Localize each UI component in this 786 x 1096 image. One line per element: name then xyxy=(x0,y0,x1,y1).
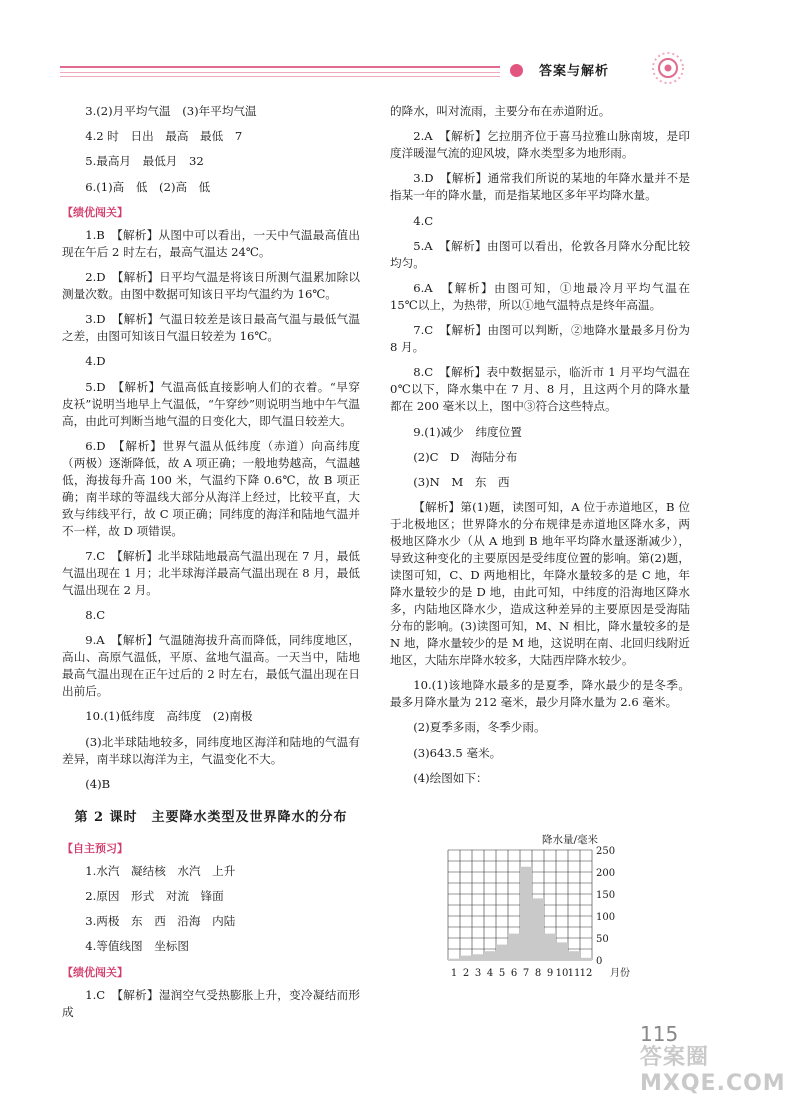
x-tick-label: 6 xyxy=(510,968,518,979)
y-tick-label: 0 xyxy=(596,956,603,967)
answer-paragraph: 6.D 【解析】世界气温从低纬度（赤道）向高纬度（两极）逐渐降低，故 A 项正确；一般地势越高，气温越低，海拔每升高 100 米，气温约下降 0.6℃，故 B 项正确；南半球的等温线大部分从海洋上经过，比较平直，大致与纬线平行，故 C 项正确；同纬度的海洋和陆地气温并不一样，故 D 项错误。 xyxy=(62,438,360,538)
page-header xyxy=(0,0,750,100)
answer-paragraph: 的降水，叫对流雨，主要分布在赤道附近。 xyxy=(390,104,611,118)
x-tick-label: 1 xyxy=(450,968,458,979)
answer-paragraph: 9.A 【解析】气温随海拔升高而降低，同纬度地区，高山、高原气温低，平原、盆地气温高。一天当中，陆地最高气温出现在正午过后的 2 时左右，最低气温出现在日出前后。 xyxy=(62,633,360,699)
answer-paragraph: 【解析】第(1)题，读图可知，A 位于赤道地区，B 位于北极地区；世界降水的分布规律是赤道地区降水多，两极地区降水少（从 A 地到 B 地年平均降水量逐渐减少），导致这种变化的主要原因是受纬度位置的影响。第(2)题，读图可知，C、D 两地相比，年降水量较多的是 C 地，年降水量较少的是 D 地，由此可知，中纬度的沿海地区降水多，内陆地区降水少，造成这种差异的主要原因是受海陆分布的影响。(3)读图可知，M、N 相比，降水量较多的是 N 地，降水量较少的是 M 地，这说明在南、北回归线附近地区，大陆东岸降水较多，大陆西岸降水较少。 xyxy=(390,500,690,668)
chart-bar xyxy=(460,956,472,960)
answer-paragraph: 5.A 【解析】由图可以看出，伦敦各月降水分配比较均匀。 xyxy=(390,238,690,270)
answer-line: 4.D xyxy=(85,354,106,369)
answer-paragraph: 3.D 【解析】通常我们所说的某地的年降水量并不是指某一年的降水量，而是指某地区多年平均降水量。 xyxy=(390,171,690,203)
answer-line: 8.C xyxy=(85,608,106,623)
sun-logo-icon xyxy=(648,48,688,88)
x-tick-label: 11 xyxy=(567,968,581,979)
chart-bar xyxy=(544,934,556,960)
answer-line: 4.C xyxy=(413,213,434,228)
y-tick-label: 100 xyxy=(596,912,616,923)
x-tick-label: 2 xyxy=(462,968,470,979)
answer-line: 2.原因 形式 对流 锋面 xyxy=(85,889,224,903)
answer-paragraph: (3)北半球陆地较多，同纬度地区海洋和陆地的气温有差异，南半球以海洋为主，气温变化不大。 xyxy=(62,734,360,766)
x-tick-label: 5 xyxy=(498,968,506,979)
answer-paragraph: 10.(1)该地降水最多的是夏季，降水最少的是冬季。最多月降水量为 212 毫米，最少月降水量为 2.6 毫米。 xyxy=(390,678,690,710)
chart-bar xyxy=(556,942,568,960)
answer-line: (3)N M 东 西 xyxy=(413,474,510,489)
x-tick-label: 3 xyxy=(474,968,482,979)
left-column xyxy=(62,103,360,1029)
chart-bar xyxy=(508,934,520,960)
answer-line: 5.最高月 最低月 32 xyxy=(85,154,204,169)
chart-yticks xyxy=(596,846,615,967)
chart-bar xyxy=(580,958,592,960)
answer-line: (4)B xyxy=(85,776,111,791)
x-tick-label: 12 xyxy=(579,968,593,979)
answer-line: 6.(1)高 低 (2)高 低 xyxy=(85,179,211,194)
answer-line: (4)绘图如下： xyxy=(413,770,488,785)
answer-line: 4.2 时 日出 最高 最低 7 xyxy=(85,129,243,144)
chart-bar xyxy=(520,867,532,960)
chart-ylabel: 降水量/毫米 xyxy=(541,834,599,846)
chart-bar xyxy=(496,945,508,960)
header-rule-thin xyxy=(60,72,500,73)
section-tag: 【绩优闯关】 xyxy=(62,965,128,979)
y-tick-label: 150 xyxy=(596,890,616,901)
answer-line: 10.(1)低纬度 高纬度 (2)南极 xyxy=(85,709,253,724)
answer-paragraph: 2.A 【解析】乞拉朋齐位于喜马拉雅山脉南坡，是印度洋暖湿气流的迎风坡，降水类型多为地形雨。 xyxy=(390,129,690,161)
answer-line: 9.(1)减少 纬度位置 xyxy=(413,424,522,439)
watermark: 答案圈 MXQE.COM xyxy=(640,1045,786,1096)
header-dot xyxy=(510,64,523,77)
chart-bars xyxy=(448,867,592,960)
answer-paragraph: 5.D 【解析】气温高低直接影响人们的衣着。“早穿皮袄”说明当地早上气温低，“午穿纱”则说明当地中午气温高，由此可判断当地气温的日变化大，即气温日较差大。 xyxy=(62,379,360,428)
answer-line: (2)C D 海陆分布 xyxy=(413,449,518,464)
answer-line: (3)643.5 毫米。 xyxy=(413,745,502,760)
header-title: 答案与解析 xyxy=(539,64,610,79)
chart-bar xyxy=(472,954,484,960)
answer-paragraph: 8.C 【解析】表中数据显示，临沂市 1 月平均气温在 0℃以下，降水集中在 7 月、8 月，且这两个月的降水量都在 200 毫米以上，图中③符合这些特点。 xyxy=(390,365,690,414)
answer-line: 1.水汽 凝结核 水汽 上升 xyxy=(85,863,236,878)
chart-bar xyxy=(484,951,496,960)
header-rule xyxy=(60,66,500,68)
section-tag: 【自主预习】 xyxy=(62,841,128,855)
header-rule-thin-2 xyxy=(60,76,500,77)
answer-line: (2)夏季多雨，冬季少雨。 xyxy=(413,720,546,735)
chart-xticks xyxy=(451,968,593,979)
y-tick-label: 250 xyxy=(596,846,616,857)
chart-bar xyxy=(568,951,580,960)
answer-paragraph: 6.A 【解析】由图可知，①地最冷月平均气温在 15℃以上，为热带，所以①地气温特点是终年高温。 xyxy=(390,280,690,312)
section-title: 第 2 课时 主要降水类型及世界降水的分布 xyxy=(74,809,348,825)
page-number: 115 xyxy=(640,1022,679,1046)
answer-paragraph: 7.C 【解析】北半球陆地最高气温出现在 7 月，最低气温出现在 1 月；北半球海洋最高气温出现在 8 月，最低气温出现在 2 月。 xyxy=(62,548,360,597)
answer-line: 4.等值线图 坐标图 xyxy=(85,939,189,954)
answer-paragraph: 3.D 【解析】气温日较差是该日最高气温与最低气温之差，由图可知该日气温日较差为 16℃。 xyxy=(62,312,360,344)
x-tick-label: 4 xyxy=(486,968,494,979)
x-tick-label: 7 xyxy=(522,968,530,979)
chart-bar xyxy=(532,898,544,960)
chart-xlabel: 月份 xyxy=(610,968,630,979)
right-column xyxy=(390,103,690,795)
chart-bar xyxy=(448,959,460,960)
answer-paragraph: 1.C 【解析】湿润空气受热膨胀上升，变冷凝结而形成 xyxy=(62,987,360,1019)
precipitation-chart xyxy=(430,832,670,982)
y-tick-label: 50 xyxy=(596,934,609,945)
x-tick-label: 8 xyxy=(534,968,542,979)
x-tick-label: 10 xyxy=(555,968,569,979)
y-tick-label: 200 xyxy=(596,868,616,879)
answer-line: 3.两极 东 西 沿海 内陆 xyxy=(85,914,236,929)
answer-paragraph: 1.B 【解析】从图中可以看出，一天中气温最高值出现在午后 2 时左右，最高气温达 24℃。 xyxy=(62,227,360,259)
answer-line: 3.(2)月平均气温 (3)年平均气温 xyxy=(85,104,257,118)
answer-paragraph: 2.D 【解析】日平均气温是将该日所测气温累加除以测量次数。由图中数据可知该日平均气温约为 16℃。 xyxy=(62,269,360,301)
x-tick-label: 9 xyxy=(546,968,554,979)
section-tag: 【绩优闯关】 xyxy=(62,205,128,219)
answer-paragraph: 7.C 【解析】由图可以判断，②地降水量最多月份为 8 月。 xyxy=(390,323,690,355)
